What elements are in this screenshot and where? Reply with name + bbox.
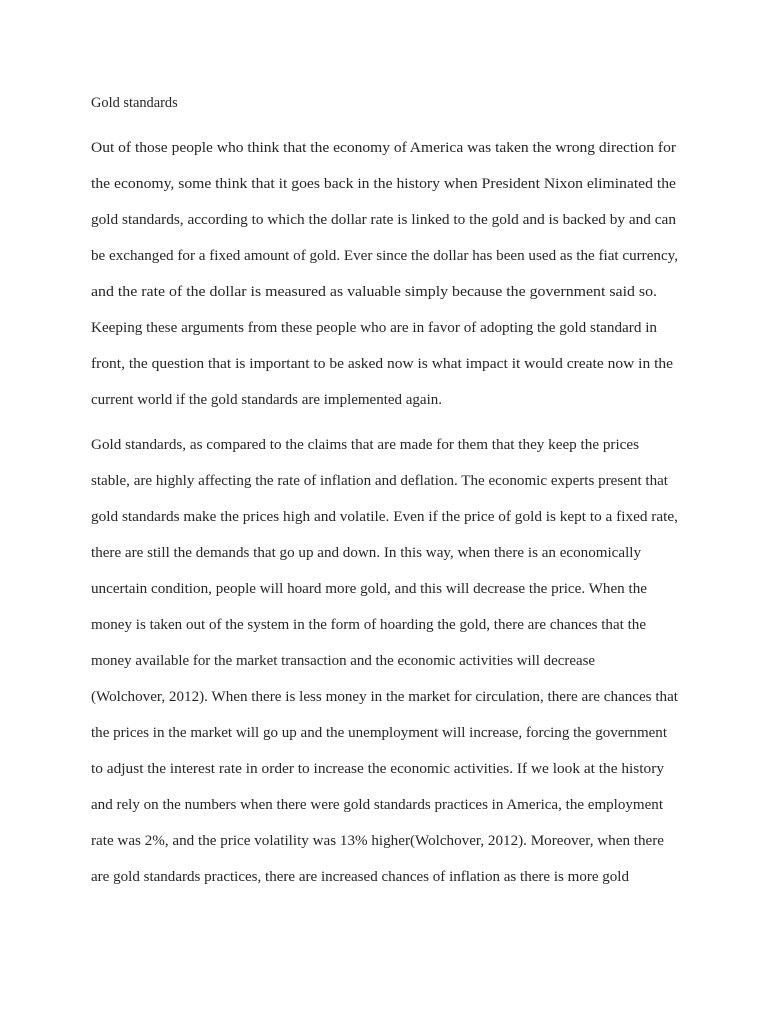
paragraph-line: gold standards make the prices high and volatile. Even if the price of gold is kept to a fixed rate, (91, 509, 678, 525)
paragraph-line: are gold standards practices, there are increased chances of inflation as there is more gold (91, 869, 629, 885)
paragraph-line: front, the question that is important to be asked now is what impact it would create now in the (91, 356, 673, 372)
paragraph-line: money is taken out of the system in the form of hoarding the gold, there are chances that the (91, 617, 646, 633)
paragraph-line: Gold standards, as compared to the claims that are made for them that they keep the prices (91, 437, 639, 453)
paragraph-line: money available for the market transaction and the economic activities will decrease (91, 653, 595, 669)
document-title: Gold standards (91, 95, 178, 111)
paragraph-line: the economy, some think that it goes back in the history when President Nixon eliminated the (91, 176, 676, 192)
paragraph-line: stable, are highly affecting the rate of inflation and deflation. The economic experts present that (91, 473, 668, 489)
paragraph-line: uncertain condition, people will hoard more gold, and this will decrease the price. When the (91, 581, 647, 597)
paragraph-line: there are still the demands that go up and down. In this way, when there is an economically (91, 545, 641, 561)
paragraph-line: rate was 2%, and the price volatility was 13% higher(Wolchover, 2012). Moreover, when there (91, 833, 664, 849)
paragraph-line: be exchanged for a fixed amount of gold. Ever since the dollar has been used as the fiat currency, (91, 248, 678, 264)
paragraph-line: current world if the gold standards are implemented again. (91, 392, 442, 408)
paragraph-line: Out of those people who think that the economy of America was taken the wrong direction for (91, 140, 676, 156)
paragraph-line: to adjust the interest rate in order to increase the economic activities. If we look at the history (91, 761, 664, 777)
paragraph-line: and the rate of the dollar is measured as valuable simply because the government said so. (91, 284, 657, 300)
paragraph-line: the prices in the market will go up and the unemployment will increase, forcing the government (91, 725, 667, 741)
paragraph-line: and rely on the numbers when there were gold standards practices in America, the employment (91, 797, 663, 813)
paragraph-line: gold standards, according to which the dollar rate is linked to the gold and is backed by and can (91, 212, 676, 228)
paragraph-line: Keeping these arguments from these people who are in favor of adopting the gold standard in (91, 320, 657, 336)
paragraph-line: (Wolchover, 2012). When there is less money in the market for circulation, there are chances that (91, 689, 678, 705)
